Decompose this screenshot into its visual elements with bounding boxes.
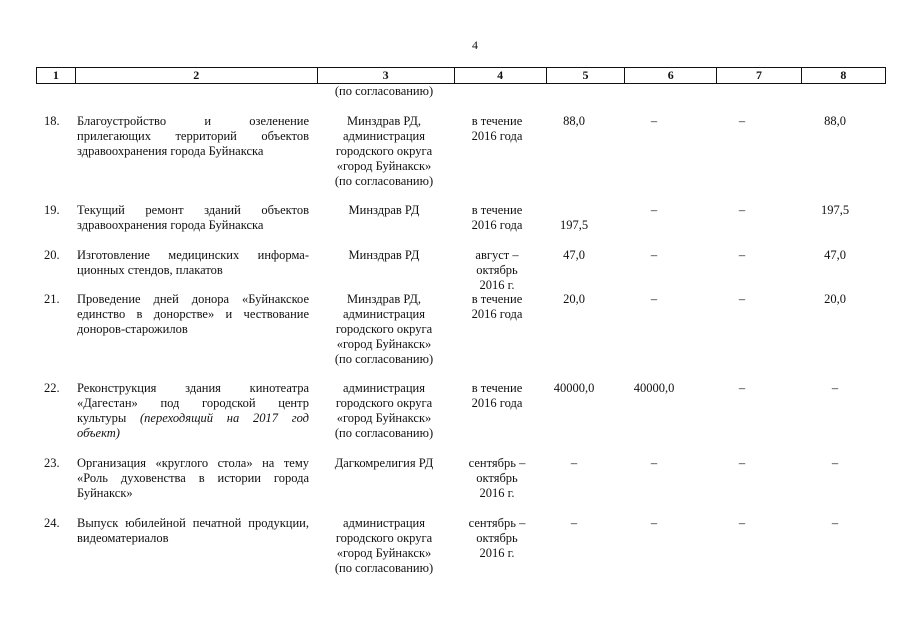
period-line: октябрь [476,471,518,485]
executor [322,292,446,367]
column-header-6: 6 [624,68,716,83]
column-header-1: 1 [52,68,59,82]
executor-line: городского округа [335,531,433,545]
row-number: 18. [44,114,60,128]
executor-line: Минздрав РД, [346,292,422,306]
measure-name-line: «Роль духовенства в истории города [77,471,309,485]
measure-name-line: Выпуск юбилейной печатной продукции, [77,516,309,530]
period-line: август – [475,248,519,262]
measure-name-note: объект) [77,426,120,440]
value-col6: 40000,0 [633,381,675,395]
row-number: 24. [44,516,60,530]
value-col5: 40000,0 [553,381,595,395]
measure-name-text: культуры [77,411,127,425]
period-line: 2016 г. [479,546,515,560]
executor-line: (по согласованию) [334,426,434,440]
row-number: 19. [44,203,60,217]
measure-name-line: здравоохранения города Буйнакска [77,218,264,232]
period-line: 2016 года [471,307,523,321]
period [454,203,540,233]
row-number: 21. [44,292,60,306]
period-line: 2016 г. [479,278,515,292]
period-line: сентябрь – [468,516,526,530]
executor-line: «город Буйнакск» [336,546,432,560]
period-line: сентябрь – [468,456,526,470]
value-col5: 47,0 [563,248,585,262]
period [454,292,540,322]
period-line: октябрь [476,531,518,545]
executor-line: администрация [343,307,425,321]
executor-line: городского округа [335,144,433,158]
value-col6: – [650,292,658,306]
period [454,381,540,411]
measure-name-line: видеоматериалов [77,531,169,545]
carry-over-text: (по согласованию) [334,84,434,98]
value-col5: 88,0 [563,114,585,128]
row-number: 22. [44,381,60,395]
measure-name [77,456,309,501]
measure-name-line: Изготовление медицинских информа- [77,248,309,262]
value-col6: – [650,203,658,217]
period-line: 2016 года [471,396,523,410]
executor [322,456,446,471]
value-col5: – [570,516,578,530]
value-col7: – [738,203,746,217]
period-line: в течение [471,381,523,395]
measure-name-line [77,411,309,426]
value-col5: 20,0 [563,292,585,306]
value-col7: – [738,248,746,262]
value-col6: – [650,114,658,128]
table-header [36,67,886,84]
measure-name-line: Организация «круглого стола» на тему [77,456,309,470]
measure-name [77,381,309,441]
column-header-2: 2 [75,68,317,83]
executor [322,114,446,189]
value-col7: – [738,292,746,306]
measure-name-line: Буйнакск» [77,486,133,500]
column-header-4: 4 [454,68,546,83]
value-col5: – [570,456,578,470]
period-line: в течение [471,292,523,306]
executor-line: Дагкомрелигия РД [334,456,434,470]
measure-name [77,516,309,546]
value-col5: 197,5 [559,218,589,232]
period [454,114,540,144]
page-number: 4 [472,38,478,52]
value-col6: – [650,248,658,262]
measure-name-line: Благоустройство и озеленение [77,114,309,128]
column-header-3: 3 [317,68,454,83]
measure-name [77,248,309,278]
measure-name-line: Реконструкция здания кинотеатра [77,381,309,395]
measure-name-line: доноров-старожилов [77,322,188,336]
measure-name-line: Текущий ремонт зданий объектов [77,203,309,217]
column-header-7: 7 [716,68,800,83]
measure-name [77,203,309,233]
value-col8: 47,0 [824,248,846,262]
executor-line: «город Буйнакск» [336,411,432,425]
executor-line: администрация [343,129,425,143]
period [454,248,540,293]
value-col8: – [831,381,839,395]
executor-line: Минздрав РД, [346,114,422,128]
row-number: 20. [44,248,60,262]
executor-line: (по согласованию) [334,174,434,188]
period-line: в течение [471,114,523,128]
executor [322,248,446,263]
executor [322,203,446,218]
period-line: 2016 года [471,218,523,232]
value-col8: – [831,456,839,470]
value-col8: – [831,516,839,530]
executor-line: Минздрав РД [348,248,420,262]
period [454,516,540,561]
executor-line: «город Буйнакск» [336,337,432,351]
measure-name [77,114,309,159]
executor-line: (по согласованию) [334,352,434,366]
executor-line: городского округа [335,396,433,410]
executor-line: Минздрав РД [348,203,420,217]
executor-line: администрация [343,516,425,530]
value-col8: 20,0 [824,292,846,306]
measure-name [77,292,309,337]
value-col7: – [738,381,746,395]
column-header-5: 5 [546,68,624,83]
measure-name-line: «Дагестан» под городской центр [77,396,309,410]
executor [322,381,446,441]
period-line: октябрь [476,263,518,277]
value-col6: – [650,456,658,470]
column-header-8: 8 [801,68,885,83]
row-number: 23. [44,456,60,470]
measure-name-line: единство в донорстве» и чествование [77,307,309,321]
measure-name-line: Проведение дней донора «Буйнакское [77,292,309,306]
executor-line: администрация [343,381,425,395]
executor-line: (по согласованию) [334,561,434,575]
measure-name-line: ционных стендов, плакатов [77,263,223,277]
period-line: 2016 года [471,129,523,143]
value-col8: 88,0 [824,114,846,128]
value-col8: 197,5 [820,203,850,217]
executor [322,516,446,576]
period [454,456,540,501]
measure-name-line: здравоохранения города Буйнакска [77,144,264,158]
value-col7: – [738,114,746,128]
period-line: в течение [471,203,523,217]
executor-line: «город Буйнакск» [336,159,432,173]
measure-name-line: прилегающих территорий объектов [77,129,309,143]
value-col6: – [650,516,658,530]
value-col7: – [738,456,746,470]
value-col7: – [738,516,746,530]
period-line: 2016 г. [479,486,515,500]
executor-line: городского округа [335,322,433,336]
measure-name-note: (переходящий на 2017 год [140,411,309,425]
